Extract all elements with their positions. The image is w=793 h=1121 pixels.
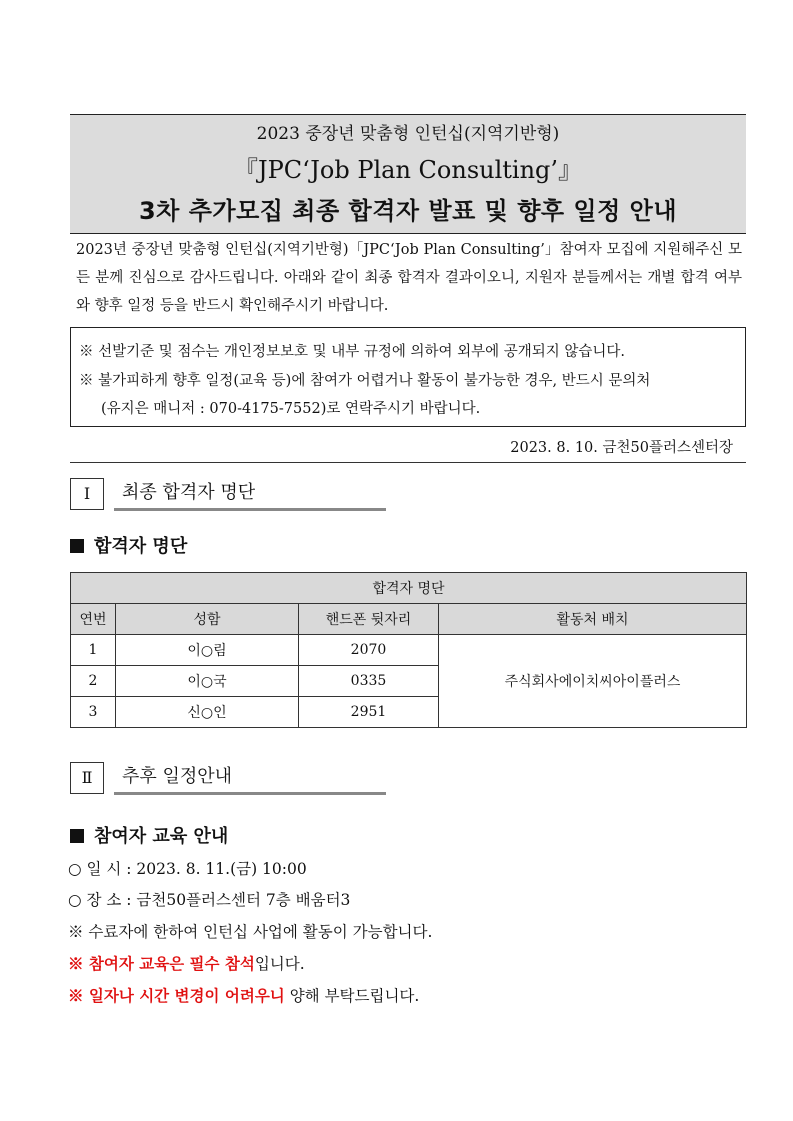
cell-name: 신○인: [116, 697, 299, 728]
cell-placement: 주식회사에이치씨아이플러스: [439, 635, 747, 728]
subheading-2: 참여자 교육 안내: [70, 822, 228, 848]
edu-note-3: ※ 일자나 시간 변경이 어려우니 양해 부탁드립니다.: [68, 986, 420, 1005]
notice-2: ※ 불가피하게 향후 일정(교육 등)에 참여가 어렵거나 활동이 불가능한 경우, 반드시 문의처: [79, 373, 651, 389]
section-1-title: 최종 합격자 명단: [114, 478, 386, 511]
col-header-phone: 핸드폰 뒷자리: [299, 604, 439, 635]
notice-1: ※ 선발기준 및 점수는 개인정보보호 및 내부 규정에 의하여 외부에 공개되지 않습니다.: [79, 344, 626, 360]
subheading-1: 합격자 명단: [70, 532, 187, 558]
table-caption: 합격자 명단: [71, 573, 747, 604]
edu-place: ○ 장 소 : 금천50플러스센터 7층 배움터3: [68, 891, 351, 909]
cell-name: 이○국: [116, 666, 299, 697]
cell-no: 1: [71, 635, 116, 666]
notice-box: [70, 327, 746, 427]
col-header-no: 연번: [71, 604, 116, 635]
col-header-placement: 활동처 배치: [439, 604, 747, 635]
section-2-number: Ⅱ: [70, 762, 104, 794]
table-row: [71, 635, 747, 666]
cell-no: 2: [71, 666, 116, 697]
cell-name: 이○림: [116, 635, 299, 666]
title-line-2: 『JPC‘Job Plan Consulting’』: [233, 156, 583, 184]
square-bullet-icon: [70, 539, 84, 553]
title-line-3: 3차 추가모집 최종 합격자 발표 및 향후 일정 안내: [138, 197, 678, 225]
title-line-1: 2023 중장년 맞춤형 인턴십(지역기반형): [256, 124, 560, 144]
results-table: [70, 572, 747, 728]
section-2-title: 추후 일정안내: [114, 762, 386, 795]
notice-3: (유지은 매니저 : 070-4175-7552)로 연락주시기 바랍니다.: [101, 401, 481, 417]
date-signature: 2023. 8. 10. 금천50플러스센터장: [510, 440, 733, 456]
col-header-name: 성함: [116, 604, 299, 635]
cell-no: 3: [71, 697, 116, 728]
cell-phone: 2951: [299, 697, 439, 728]
edu-note-1: ※ 수료자에 한하여 인턴십 사업에 활동이 가능합니다.: [68, 923, 433, 941]
section-1-number: Ⅰ: [70, 478, 104, 510]
square-bullet-icon: [70, 829, 84, 843]
intro-paragraph: 2023년 중장년 맞춤형 인턴십(지역기반형)「JPC‘Job Plan Consulting’」참여자 모집에 지원해주신 모든 분께 진심으로 감사드립니다. 아래와 같이 최종 합격자 결과이오니, 지원자 분들께서는 개별 합격 여부와 향후 일정 등을 반드시 확인해주시기 바랍니다.: [76, 242, 742, 314]
divider: [70, 462, 746, 463]
edu-note-2: ※ 참여자 교육은 필수 참석입니다.: [68, 954, 305, 973]
cell-phone: 2070: [299, 635, 439, 666]
title-block: [70, 114, 746, 234]
cell-phone: 0335: [299, 666, 439, 697]
edu-time: ○ 일 시 : 2023. 8. 11.(금) 10:00: [68, 860, 307, 878]
